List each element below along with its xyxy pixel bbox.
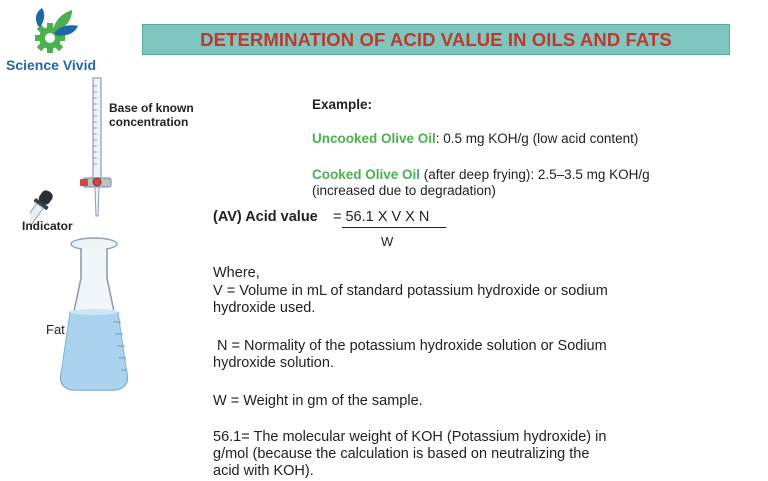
base-label: Base of known concentration xyxy=(109,101,194,129)
logo-name: Science Vivid xyxy=(6,57,97,73)
formula-name: (AV) Acid value xyxy=(213,209,318,225)
page-title: DETERMINATION OF ACID VALUE IN OILS AND FATS xyxy=(200,28,672,50)
where-text: Where, xyxy=(213,265,260,281)
formula-denominator: W xyxy=(381,234,394,249)
example-uncooked: Uncooked Olive Oil: 0.5 mg KOH/g (low acid content) xyxy=(312,131,639,146)
definition-w: W = Weight in gm of the sample. xyxy=(213,393,423,409)
formula-numerator: = 56.1 X V X N xyxy=(333,209,430,225)
definition-molecular-weight: 56.1= The molecular weight of KOH (Potassium hydroxide) in g/mol (because the calculation is based on neutralizing the acid with KOH). xyxy=(213,429,607,479)
flask-icon xyxy=(55,236,135,394)
indicator-label: Indicator xyxy=(22,219,73,233)
gear-leaf-logo-icon xyxy=(30,6,82,54)
title-banner xyxy=(142,24,730,55)
fraction-line xyxy=(342,227,446,228)
example-heading: Example: xyxy=(312,97,373,112)
definition-n: N = Normality of the potassium hydroxide solution or Sodium hydroxide solution. xyxy=(213,338,607,371)
definition-v: V = Volume in mL of standard potassium hydroxide or sodium hydroxide used. xyxy=(213,283,608,316)
fat-label: Fat xyxy=(46,322,65,337)
example-cooked: Cooked Olive Oil (after deep frying): 2.5–3.5 mg KOH/g (increased due to degradation) xyxy=(312,167,650,198)
